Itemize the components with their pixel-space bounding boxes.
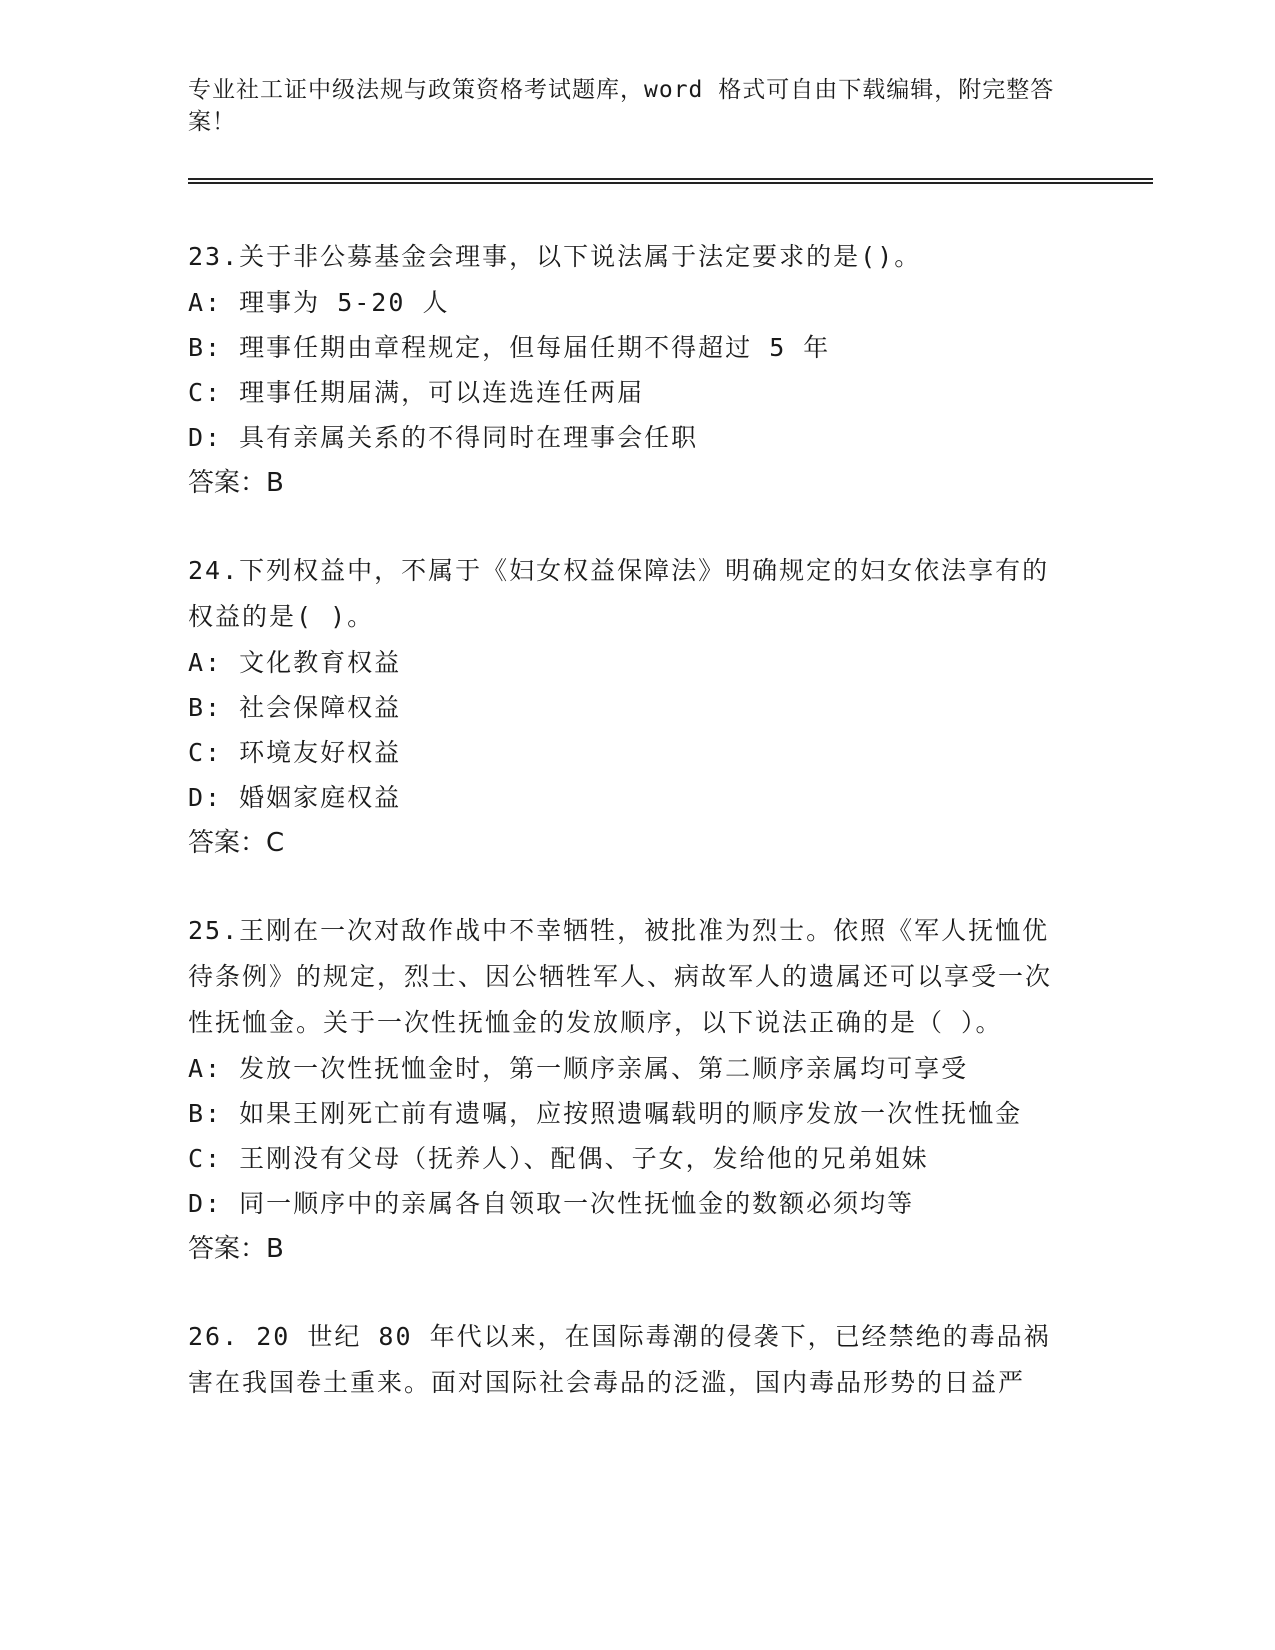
option-d: D: 婚姻家庭权益: [188, 783, 402, 812]
question-stem: 23.关于非公募基金会理事，以下说法属于法定要求的是()。: [188, 242, 922, 271]
question-25: [188, 908, 1153, 1272]
option-d: D: 具有亲属关系的不得同时在理事会任职: [188, 423, 699, 452]
question-26: [188, 1314, 1153, 1406]
option-c: C: 环境友好权益: [188, 738, 402, 767]
document-header: 专业社工证中级法规与政策资格考试题库，word 格式可自由下载编辑，附完整答案！: [188, 77, 1055, 135]
option-a: A: 理事为 5-20 人: [188, 288, 450, 317]
header-divider: [188, 178, 1153, 184]
question-stem: 25.王刚在一次对敌作战中不幸牺牲，被批准为烈士。依照《军人抚恤优待条例》的规定，烈士、因公牺牲军人、病故军人的遗属还可以享受一次性抚恤金。关于一次性抚恤金的发放顺序，以下说法正确的是（ ）。: [188, 916, 1053, 1037]
option-c: C: 王刚没有父母（抚养人）、配偶、子女，发给他的兄弟姐妹: [188, 1144, 929, 1173]
option-a: A: 文化教育权益: [188, 648, 402, 677]
option-b: B: 理事任期由章程规定，但每届任期不得超过 5 年: [188, 333, 831, 362]
option-b: B: 如果王刚死亡前有遗嘱，应按照遗嘱载明的顺序发放一次性抚恤金: [188, 1099, 1023, 1128]
question-stem: 24.下列权益中，不属于《妇女权益保障法》明确规定的妇女依法享有的权益的是( )。: [188, 556, 1050, 631]
answer-label: 答案：C: [188, 828, 285, 858]
option-b: B: 社会保障权益: [188, 693, 402, 722]
question-stem: 26. 20 世纪 80 年代以来，在国际毒潮的侵袭下，已经禁绝的毒品祸害在我国卷土重来。面对国际社会毒品的泛滥，国内毒品形势的日益严: [188, 1322, 1051, 1397]
question-24: [188, 548, 1153, 866]
question-23: [188, 234, 1153, 506]
option-c: C: 理事任期届满，可以连选连任两届: [188, 378, 645, 407]
option-a: A: 发放一次性抚恤金时，第一顺序亲属、第二顺序亲属均可享受: [188, 1054, 969, 1083]
answer-label: 答案：B: [188, 1234, 284, 1264]
question-list: [188, 234, 1153, 1448]
answer-label: 答案：B: [188, 468, 284, 498]
option-d: D: 同一顺序中的亲属各自领取一次性抚恤金的数额必须均等: [188, 1189, 915, 1218]
